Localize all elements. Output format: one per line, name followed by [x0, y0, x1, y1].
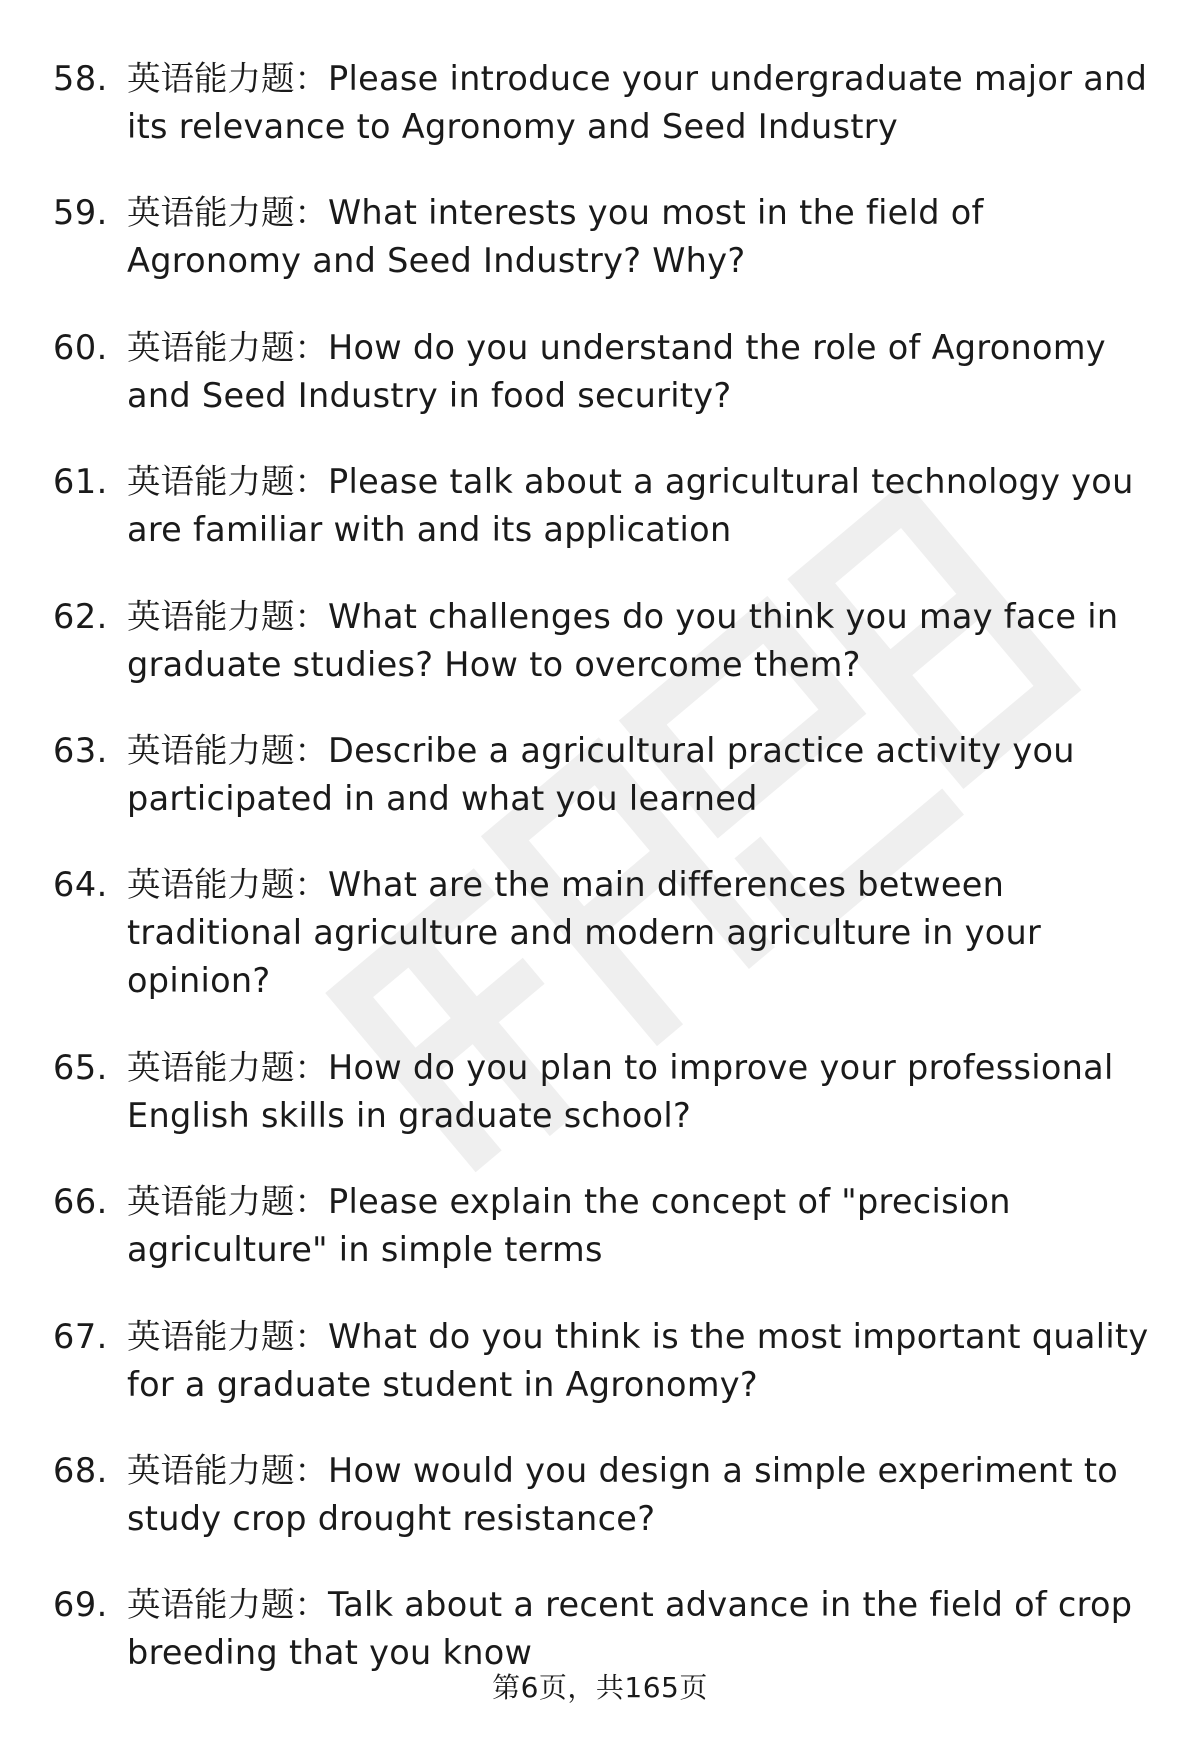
question-number: 68. — [53, 1450, 108, 1490]
question-body — [127, 1447, 1160, 1543]
question-item — [0, 55, 1200, 151]
question-text: What do you think is the most important quality for a graduate student in Agronomy? — [127, 1316, 1149, 1404]
question-text: Describe a agricultural practice activity you participated in and what you learned — [127, 730, 1075, 818]
question-body — [127, 1044, 1160, 1140]
question-body — [127, 324, 1160, 420]
question-type-label: 英语能力题： — [127, 865, 328, 905]
question-number: 69. — [53, 1585, 108, 1625]
question-type-label: 英语能力题： — [127, 596, 328, 636]
question-type-label: 英语能力题： — [127, 1316, 328, 1356]
question-type-label: 英语能力题： — [127, 1182, 328, 1222]
question-item — [0, 861, 1200, 1005]
question-number: 59. — [53, 193, 108, 233]
question-text: Please explain the concept of "precision agriculture" in simple terms — [127, 1182, 1011, 1270]
question-text: Please introduce your undergraduate major and its relevance to Agronomy and Seed Industry — [127, 59, 1148, 146]
question-text: Talk about a recent advance in the field of crop breeding that you know — [127, 1585, 1133, 1673]
question-type-label: 英语能力题： — [127, 1585, 328, 1625]
question-item — [0, 1178, 1200, 1274]
question-item — [0, 189, 1200, 285]
question-number: 60. — [53, 327, 108, 367]
page-indicator: 第6页，共165页 — [492, 1671, 708, 1704]
question-type-label: 英语能力题： — [127, 59, 328, 98]
question-body — [127, 593, 1160, 689]
question-item — [0, 1044, 1200, 1140]
question-number: 58. — [53, 59, 108, 98]
question-text: How would you design a simple experiment to study crop drought resistance? — [127, 1450, 1119, 1538]
question-type-label: 英语能力题： — [127, 1047, 328, 1087]
question-item — [0, 1447, 1200, 1543]
question-body — [127, 1178, 1160, 1274]
question-number: 66. — [53, 1182, 108, 1222]
question-number: 65. — [53, 1047, 108, 1087]
question-body — [127, 727, 1160, 823]
question-text: How do you plan to improve your professional English skills in graduate school? — [127, 1047, 1114, 1135]
question-body — [127, 861, 1160, 1005]
question-body — [127, 55, 1160, 151]
question-body — [127, 458, 1160, 554]
question-item — [0, 324, 1200, 420]
question-text: How do you understand the role of Agronomy and Seed Industry in food security? — [127, 327, 1106, 415]
question-item — [0, 1313, 1200, 1409]
question-item — [0, 1581, 1200, 1677]
question-body — [127, 1313, 1160, 1409]
question-item — [0, 727, 1200, 823]
question-type-label: 英语能力题： — [127, 1450, 328, 1490]
question-number: 62. — [53, 596, 108, 636]
question-item — [0, 458, 1200, 554]
question-number: 61. — [53, 462, 108, 502]
question-type-label: 英语能力题： — [127, 462, 328, 502]
question-item — [0, 593, 1200, 689]
question-type-label: 英语能力题： — [127, 193, 328, 233]
question-body — [127, 1581, 1160, 1677]
question-text: What challenges do you think you may face in graduate studies? How to overcome them? — [127, 596, 1119, 684]
question-number: 63. — [53, 730, 108, 770]
question-type-label: 英语能力题： — [127, 327, 328, 367]
question-text: What are the main differences between traditional agriculture and modern agriculture in your opinion? — [127, 865, 1042, 1001]
question-list — [0, 55, 1200, 1716]
question-number: 64. — [53, 865, 108, 905]
question-text: Please talk about a agricultural technology you are familiar with and its application — [127, 462, 1134, 550]
question-body — [127, 189, 1160, 285]
question-type-label: 英语能力题： — [127, 730, 328, 770]
question-number: 67. — [53, 1316, 108, 1356]
question-text: What interests you most in the field of Agronomy and Seed Industry? Why? — [127, 193, 984, 281]
